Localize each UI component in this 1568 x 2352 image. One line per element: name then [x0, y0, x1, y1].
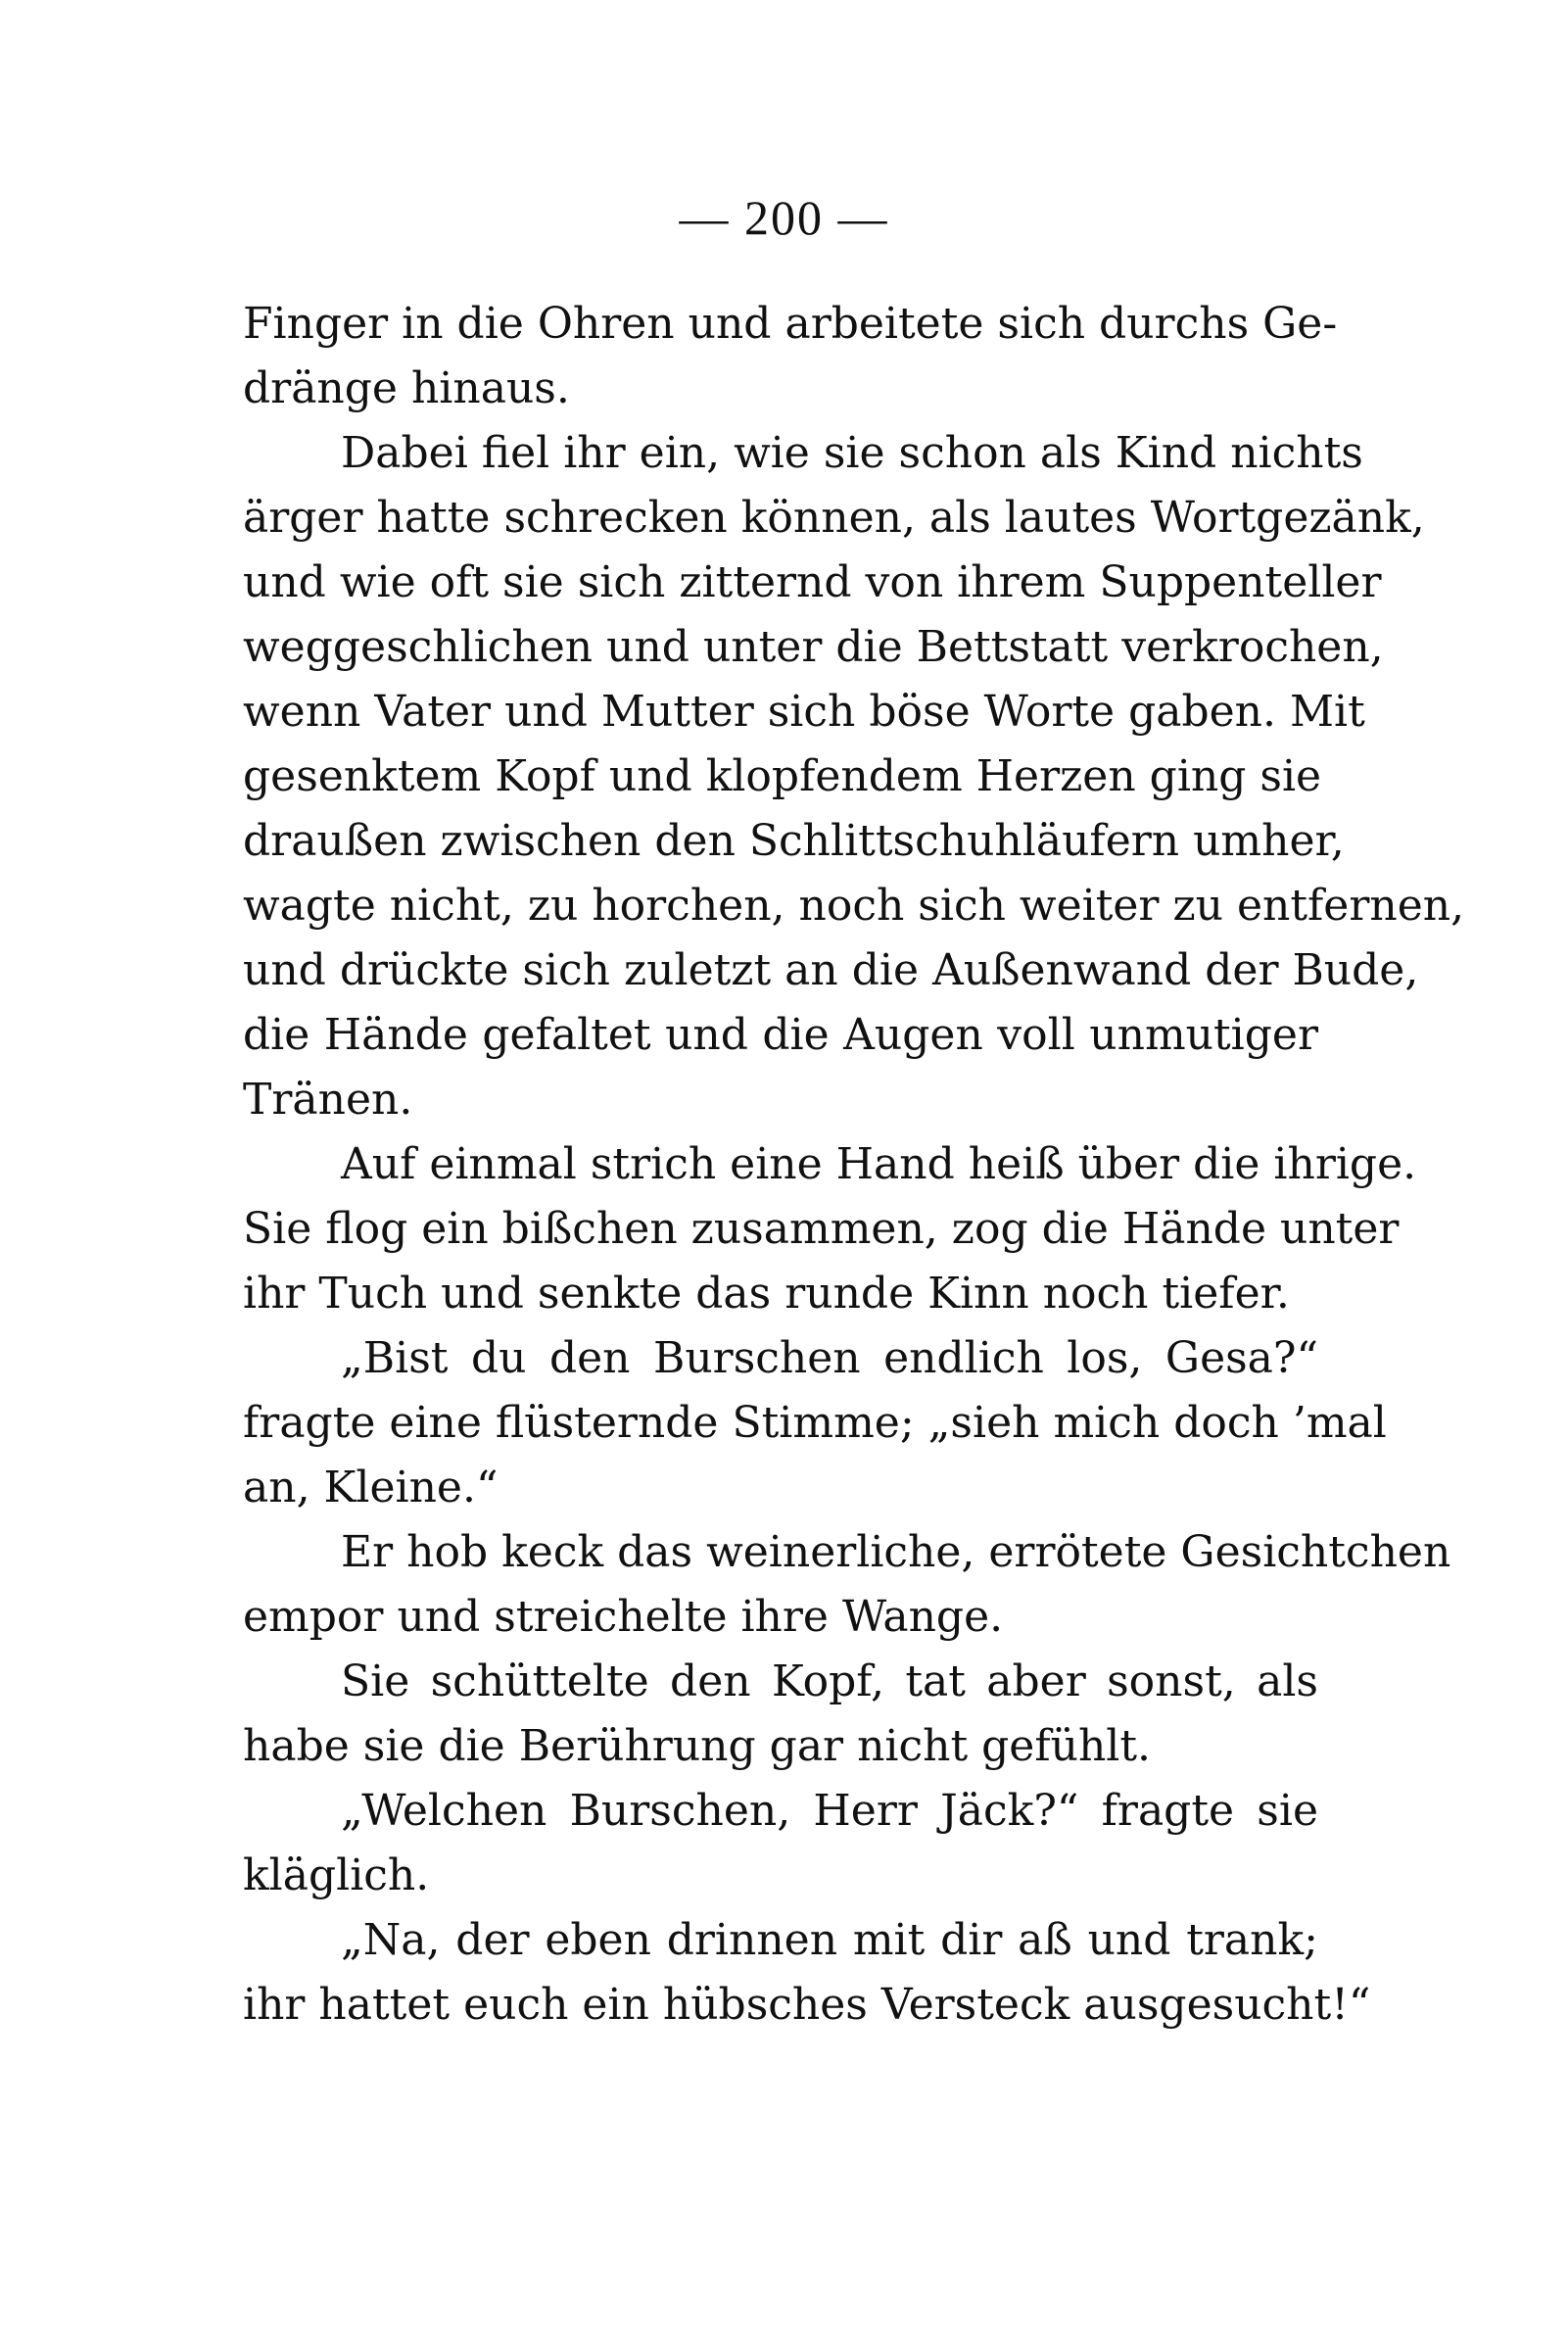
text-line: Tränen. [243, 1075, 413, 1125]
text-line: und wie oft sie sich zitternd von ihrem Suppenteller [243, 557, 1382, 607]
text-line: Sie schüttelte den Kopf, tat aber sonst, als [341, 1656, 1318, 1706]
text-line: kläglich. [243, 1850, 430, 1900]
text-line: dränge hinaus. [243, 363, 570, 413]
text-line: fragte eine flüsternde Stimme; „sieh mich doch ’mal [243, 1398, 1387, 1448]
text-line: „Na, der eben drinnen mit dir aß und trank; [341, 1915, 1318, 1965]
text-line: gesenktem Kopf und klopfendem Herzen ging sie [243, 751, 1322, 801]
text-line: weggeschlichen und unter die Bettstatt verkrochen, [243, 622, 1384, 672]
text-line: die Hände gefaltet und die Augen voll unmutiger [243, 1010, 1318, 1060]
body-text [243, 292, 1465, 2038]
text-line: und drückte sich zuletzt an die Außenwand der Bude, [243, 945, 1419, 995]
text-line: wagte nicht, zu horchen, noch sich weiter zu entfernen, [243, 881, 1465, 931]
text-line: wenn Vater und Mutter sich böse Worte gaben. Mit [243, 687, 1365, 737]
text-line: an, Kleine.“ [243, 1463, 499, 1512]
text-line: ihr hattet euch ein hübsches Versteck ausgesucht!“ [243, 1980, 1371, 2030]
text-line: Finger in die Ohren und arbeitete sich durchs Ge- [243, 299, 1338, 349]
text-line: Dabei fiel ihr ein, wie sie schon als Kind nichts [341, 428, 1363, 478]
text-line: Er hob keck das weinerliche, errötete Gesichtchen [341, 1527, 1451, 1577]
text-line: empor und streichelte ihre Wange. [243, 1592, 1004, 1642]
page-number: — 200 — [679, 190, 889, 245]
text-line: Sie flog ein bißchen zusammen, zog die Hände unter [243, 1204, 1400, 1254]
text-line: Auf einmal strich eine Hand heiß über die ihrige. [341, 1139, 1417, 1189]
text-line: „Bist du den Burschen endlich los, Gesa?“ [341, 1333, 1318, 1383]
text-line: habe sie die Berührung gar nicht gefühlt. [243, 1721, 1152, 1771]
text-line: „Welchen Burschen, Herr Jäck?“ fragte sie [341, 1786, 1318, 1836]
text-line: ärger hatte schrecken können, als lautes Wortgezänk, [243, 493, 1425, 543]
text-line: draußen zwischen den Schlittschuhläufern umher, [243, 816, 1345, 866]
text-line: ihr Tuch und senkte das runde Kinn noch tiefer. [243, 1269, 1290, 1319]
